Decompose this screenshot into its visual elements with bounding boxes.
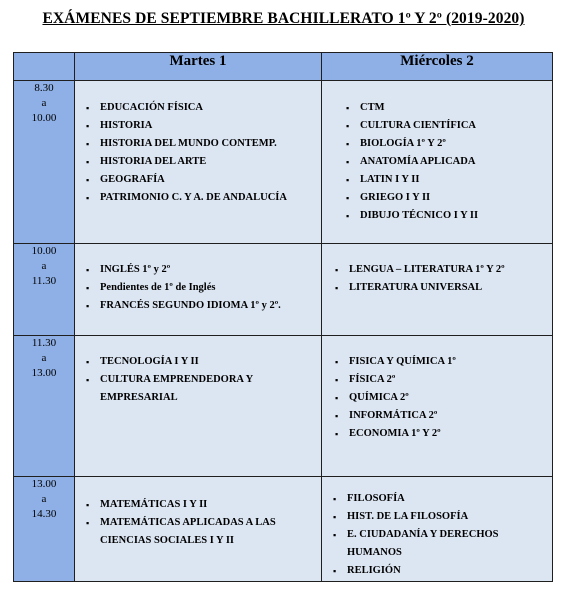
- list-item: ▪ HIST. DE LA FILOSOFÍA: [347, 508, 552, 526]
- list-item: ▪ HISTORIA DEL ARTE: [100, 153, 321, 171]
- wednesday-cell: [322, 244, 553, 336]
- list-item: ▪ FISICA Y QUÍMICA 1º: [349, 353, 552, 371]
- list-item: ▪ RELIGIÓN: [347, 562, 552, 580]
- time-slot: [14, 336, 75, 477]
- list-item: ▪ MATEMÁTICAS I Y II: [100, 496, 321, 514]
- time-end: 14.30: [31, 508, 57, 520]
- time-separator: a: [41, 352, 47, 364]
- list-item: ▪ E. CIUDADANÍA Y DERECHOS HUMANOS: [347, 526, 532, 562]
- tuesday-cell: [75, 81, 322, 244]
- list-item: ▪ INFORMÁTICA 2º: [349, 407, 552, 425]
- tuesday-cell: [75, 244, 322, 336]
- list-item: ▪ BIOLOGÍA 1º Y 2º: [360, 135, 552, 153]
- time-separator: a: [41, 493, 47, 505]
- list-item: ▪ GRIEGO I Y II: [360, 189, 552, 207]
- time-end: 10.00: [31, 112, 57, 124]
- subject-list: [322, 81, 552, 225]
- time-end: 11.30: [31, 275, 57, 287]
- list-item: ▪ EDUCACIÓN FÍSICA: [100, 99, 321, 117]
- subject-list: [322, 477, 552, 580]
- time-start: 10.00: [31, 245, 57, 257]
- list-item: ▪ ANATOMÍA APLICADA: [360, 153, 552, 171]
- time-start: 13.00: [31, 478, 57, 490]
- list-item: ▪ DIBUJO TÉCNICO I Y II: [360, 207, 552, 225]
- wednesday-cell: [322, 81, 553, 244]
- list-item: ▪ PATRIMONIO C. Y A. DE ANDALUCÍA: [100, 189, 321, 207]
- wednesday-cell: [322, 477, 553, 582]
- list-item: ▪ INGLÉS 1º y 2º: [100, 261, 321, 279]
- subject-list: [322, 336, 552, 443]
- list-item: ▪ ECONOMIA 1º Y 2º: [349, 425, 552, 443]
- subject-list: [75, 244, 321, 315]
- list-item: ▪ MATEMÁTICAS APLICADAS A LAS CIENCIAS SOCIALES I Y II: [100, 514, 305, 550]
- time-slot: [14, 244, 75, 336]
- list-item: ▪ GEOGRAFÍA: [100, 171, 321, 189]
- time-start: 11.30: [31, 337, 57, 349]
- tuesday-cell: [75, 477, 322, 582]
- subject-list: [75, 336, 321, 407]
- list-item: ▪ QUÍMICA 2º: [349, 389, 552, 407]
- list-item: ▪ FÍSICA 2º: [349, 371, 552, 389]
- list-item: ▪ CULTURA EMPRENDEDORA Y EMPRESARIAL: [100, 371, 275, 407]
- list-item: ▪ FILOSOFÍA: [347, 490, 552, 508]
- table-row: [14, 336, 553, 477]
- subject-list: [75, 81, 321, 207]
- exam-schedule-table: [13, 52, 553, 582]
- header-day-wednesday: Miércoles 2: [322, 53, 553, 81]
- list-item: ▪ Pendientes de 1º de Inglés: [100, 279, 321, 297]
- header-corner-cell: [14, 53, 75, 81]
- list-item: ▪ FRANCÉS SEGUNDO IDIOMA 1º y 2º.: [100, 297, 321, 315]
- time-separator: a: [41, 97, 47, 109]
- subject-list: [322, 244, 552, 297]
- time-separator: a: [41, 260, 47, 272]
- time-slot: [14, 477, 75, 582]
- time-start: 8.30: [34, 82, 54, 94]
- list-item: ▪ CULTURA CIENTÍFICA: [360, 117, 552, 135]
- time-end: 13.00: [31, 367, 57, 379]
- list-item: ▪ LENGUA – LITERATURA 1º Y 2º: [349, 261, 552, 279]
- table-row: [14, 244, 553, 336]
- wednesday-cell: [322, 336, 553, 477]
- page-title: EXÁMENES DE SEPTIEMBRE BACHILLERATO 1º Y 2º (2019-2020): [42, 10, 525, 27]
- header-day-tuesday: Martes 1: [75, 53, 322, 81]
- time-slot: [14, 81, 75, 244]
- tuesday-cell: [75, 336, 322, 477]
- list-item: ▪ LATIN I Y II: [360, 171, 552, 189]
- list-item: ▪ HISTORIA: [100, 117, 321, 135]
- list-item: ▪ TECNOLOGÍA I Y II: [100, 353, 321, 371]
- list-item: ▪ CTM: [360, 99, 552, 117]
- list-item: ▪ HISTORIA DEL MUNDO CONTEMP.: [100, 135, 321, 153]
- list-item: ▪ LITERATURA UNIVERSAL: [349, 279, 552, 297]
- table-row: [14, 81, 553, 244]
- table-header-row: [14, 53, 553, 81]
- subject-list: [75, 477, 321, 550]
- table-row: [14, 477, 553, 582]
